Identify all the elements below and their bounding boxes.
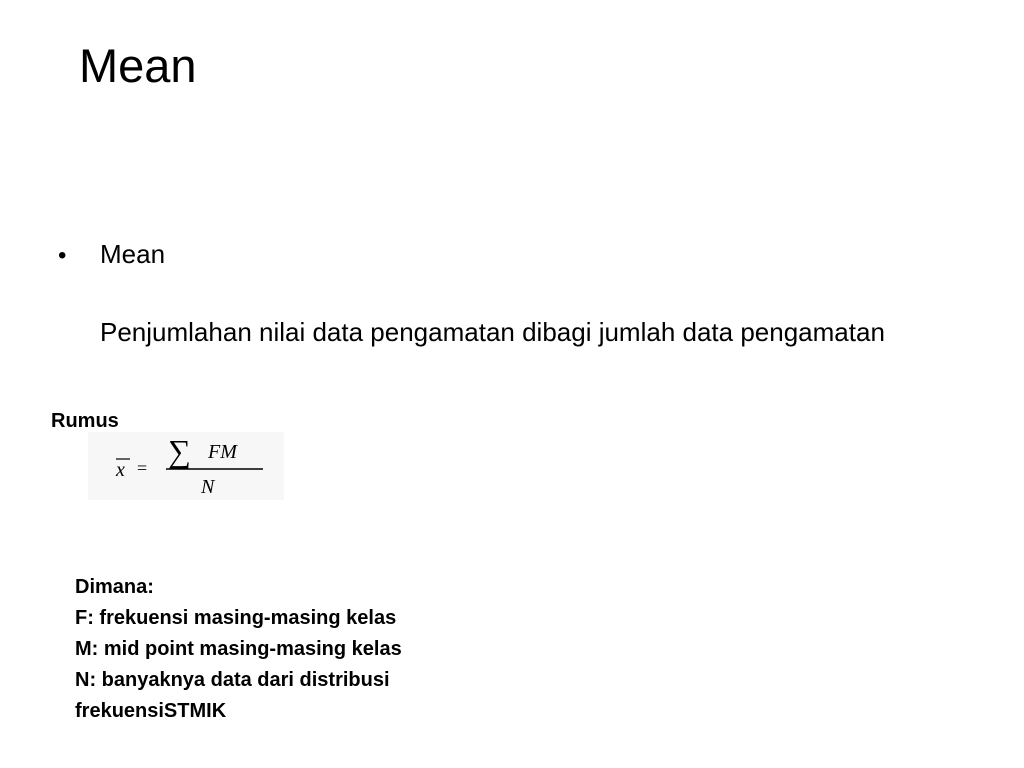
bullet-marker: • <box>58 242 67 269</box>
slide-title: Mean <box>79 39 197 92</box>
bullet-list <box>58 236 998 350</box>
formula-equals: = <box>137 458 148 478</box>
mean-formula <box>88 432 284 500</box>
formula-lhs: x <box>116 459 125 481</box>
sigma-symbol: ∑ <box>168 433 191 469</box>
definition-m: M: mid point masing-masing kelas <box>75 638 402 660</box>
definitions-heading: Dimana: <box>75 576 154 598</box>
definition-n-continued: frekuensiSTMIK <box>75 700 227 722</box>
mean-formula-image <box>88 432 284 500</box>
bullet-item <box>58 236 998 274</box>
bullet-heading: Mean <box>100 239 166 269</box>
formula-label: Rumus <box>51 410 119 432</box>
formula-numerator: FM <box>208 441 237 463</box>
definitions-block <box>75 572 402 727</box>
formula-denominator: N <box>201 476 215 498</box>
definition-f: F: frekuensi masing-masing kelas <box>75 607 397 629</box>
definition-n: N: banyaknya data dari distribusi <box>75 669 390 691</box>
bullet-description: Penjumlahan nilai data pengamatan dibagi jumlah data pengamatan <box>100 317 885 347</box>
